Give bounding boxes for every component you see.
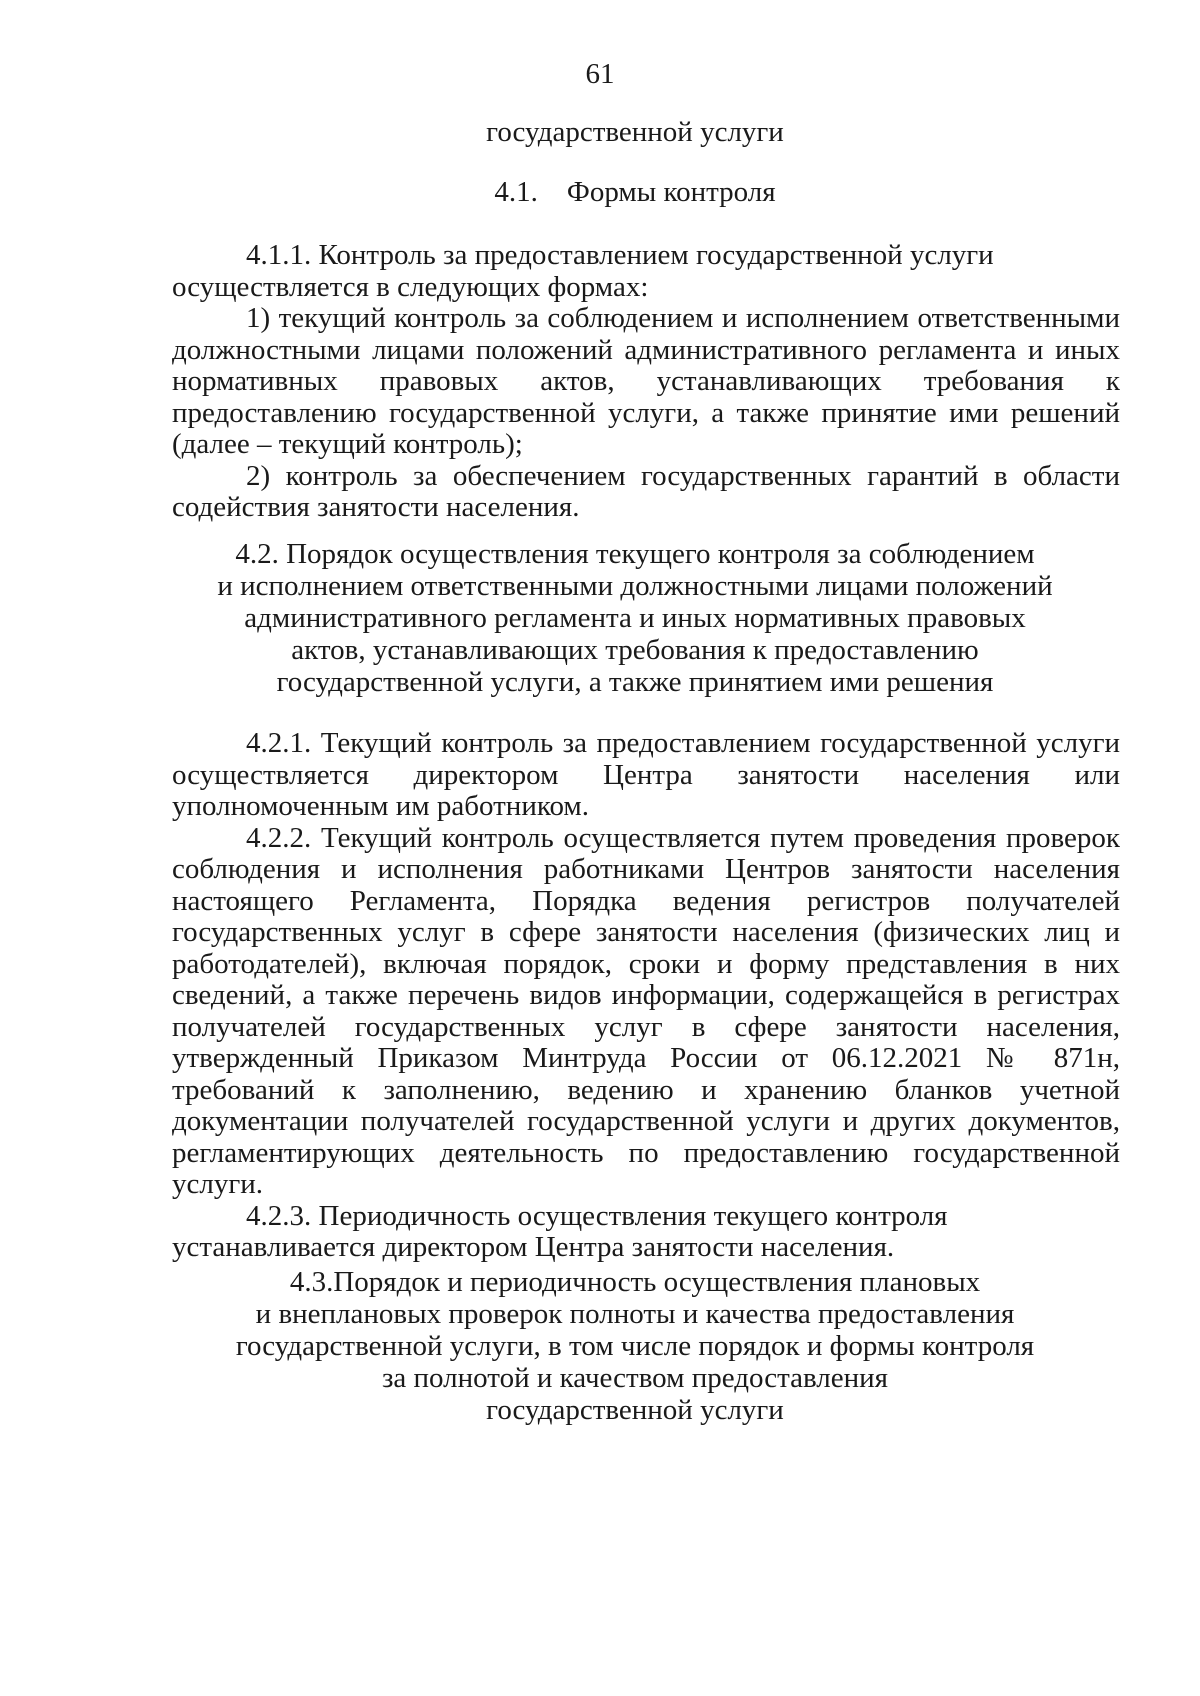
paragraph-4-2-1: 4.2.1. Текущий контроль за предоставлением государственной услуги осуществляется директором Центра занятости населения или уполномоченным им работником.	[172, 727, 1120, 822]
paragraph-4-1-1-first-line: 4.1.1. Контроль за предоставлением государственной услуги	[246, 239, 994, 271]
paragraph-4-1-1-rest: осуществляется в следующих формах:	[172, 270, 649, 303]
section-4-2-heading-line-5: государственной услуги, а также принятием ими решения	[276, 666, 994, 698]
section-4-2-heading-line-4: актов, устанавливающих требования к предоставлению	[291, 634, 979, 666]
section-4-2-heading-line-1: 4.2. Порядок осуществления текущего контроля за соблюдением	[235, 538, 1035, 570]
section-4-3-heading-line-4: за полнотой и качеством предоставления	[381, 1362, 889, 1394]
paragraph-4-2-2: 4.2.2. Текущий контроль осуществляется путем проведения проверок соблюдения и исполнения работниками Центров занятости населения настоящего Регламента, Порядка ведения регистров получателей государственных услуг в сфере занятости населения (физических лиц и работодателей), включая порядок, сроки и форму представления в них сведений, а также перечень видов информации, содержащейся в регистрах получателей государственных услуг в сфере занятости населения, утвержденный Приказом Минтруда России от 06.12.2021 № 871н, требований к заполнению, ведению и хранению бланков учетной документации получателей государственной услуги и других документов, регламентирующих деятельность по предоставлению государственной услуги.	[172, 821, 1120, 1200]
paragraph-4-2-3-first-line: 4.2.3. Периодичность осуществления текущего контроля	[246, 1199, 948, 1232]
section-4-3-heading-line-2: и внеплановых проверок полноты и качества предоставления	[255, 1298, 1015, 1330]
section-4-1-body	[172, 240, 1120, 524]
section-4-2-heading-line-3: административного регламента и иных нормативных правовых	[244, 602, 1026, 634]
continuation-heading: государственной услуги	[486, 116, 784, 148]
list-item-1: 1) текущий контроль за соблюдением и исполнением ответственными должностными лицами положений административного регламента и иных нормативных правовых актов, устанавливающих требования к предоставлению государственной услуги, а также принятие ими решений (далее – текущий контроль);	[172, 302, 1120, 460]
section-4-3-heading-line-1: 4.3.Порядок и периодичность осуществления плановых	[289, 1266, 981, 1298]
section-4-1-heading: 4.1. Формы контроля	[494, 176, 776, 208]
page-number: 61	[585, 58, 615, 90]
list-item-2: 2) контроль за обеспечением государственных гарантий в области содействия занятости населения.	[172, 459, 1120, 523]
section-4-3-heading-line-3: государственной услуги, в том числе порядок и формы контроля	[235, 1330, 1035, 1362]
section-4-3-heading-line-5: государственной услуги	[486, 1394, 784, 1426]
section-4-2-body	[172, 728, 1120, 1264]
paragraph-4-2-3-rest: устанавливается директором Центра занятости населения.	[172, 1231, 895, 1263]
section-4-2-heading-line-2: и исполнением ответственными должностными лицами положений	[217, 570, 1053, 602]
